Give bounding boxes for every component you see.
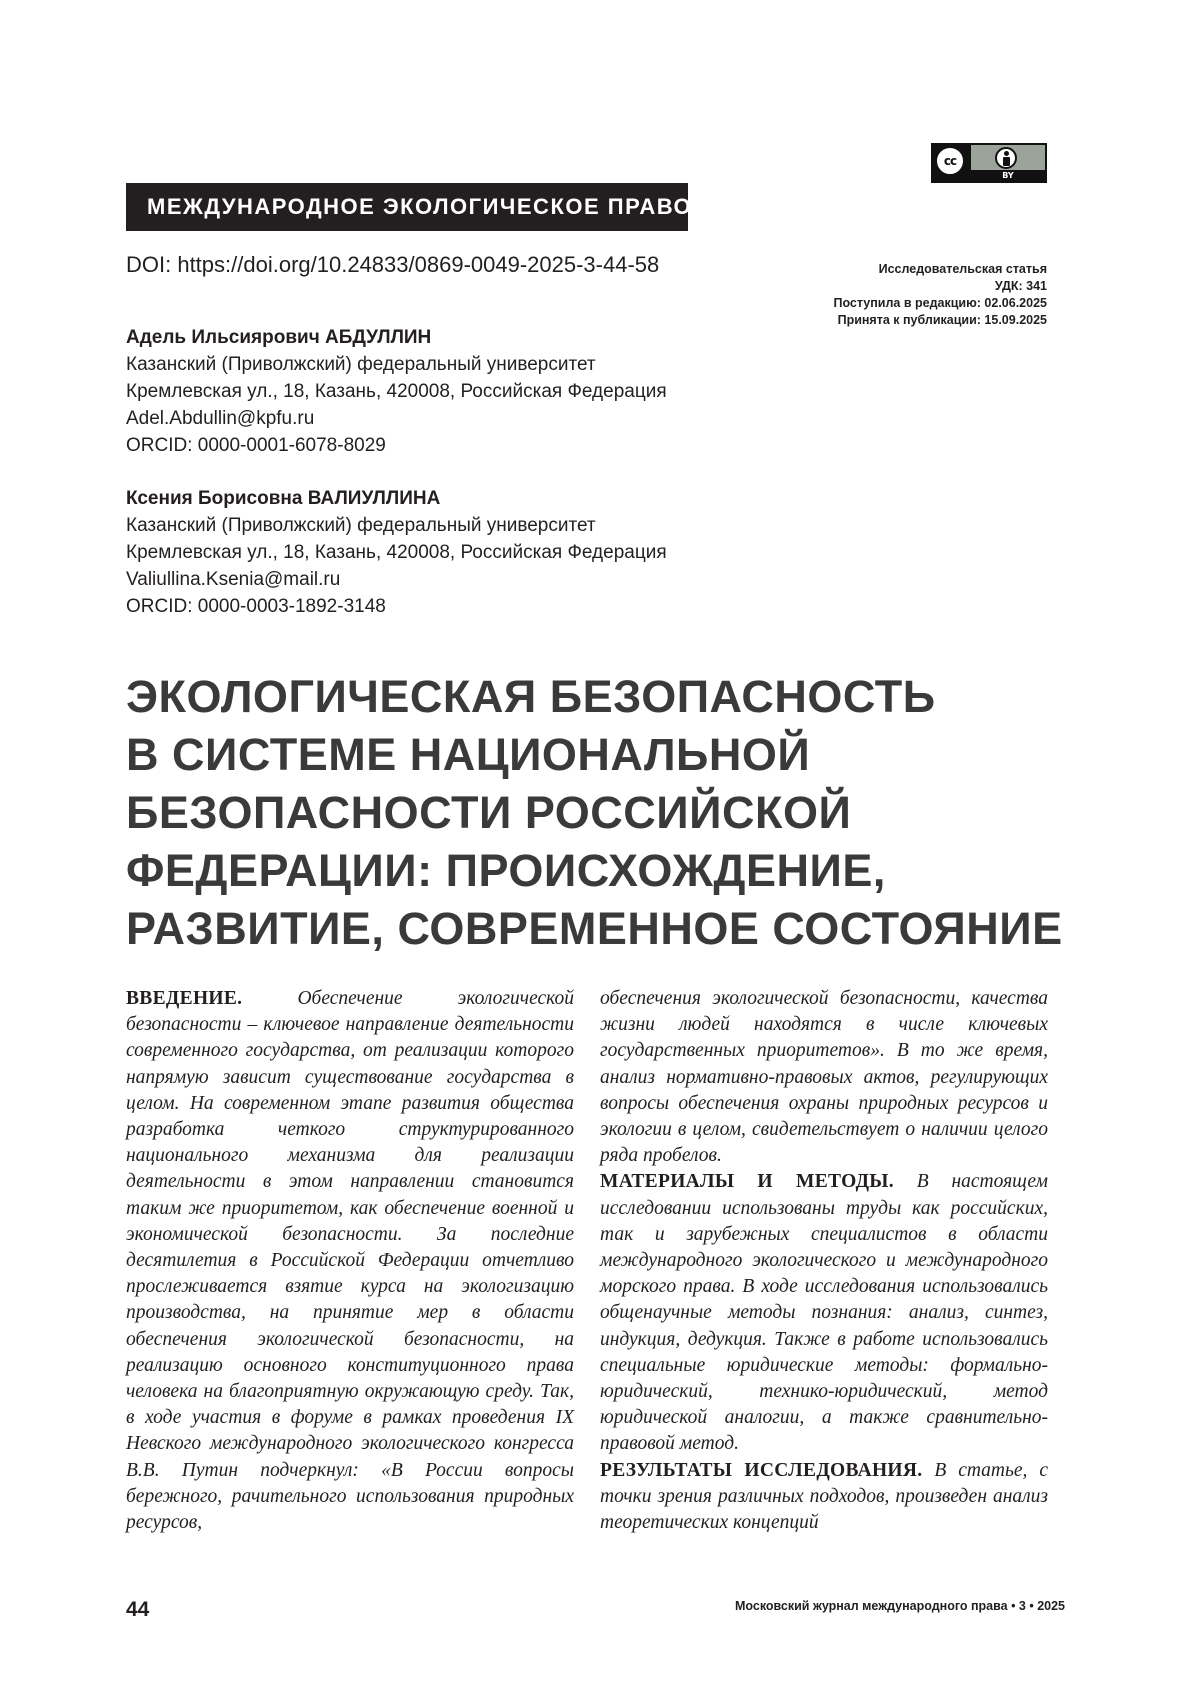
- cc-by-license-icon: [931, 143, 1047, 183]
- results-heading: РЕЗУЛЬТАТЫ ИССЛЕДОВАНИЯ.: [600, 1460, 922, 1481]
- author-address: Кремлевская ул., 18, Казань, 420008, Российская Федерация: [126, 539, 667, 566]
- intro-text: Обеспечение экологической безопасности – ключевое направление деятельности современного государства, от реализации которого напрямую зависит существование государства в целом. На современном этапе развития общества разработка четкого структурированного национального механизма для реализации деятельности в этом направлении становится таким же приоритетом, как обеспечение военной и экономической безопасности. За последние десятилетия в Российской Федерации отчетливо прослеживается взятие курса на экологизацию производства, на принятие мер в области обеспечения экологической безопасности, на реализацию основного конституционного права человека на благоприятную окружающую среду. Так, в ходе участия в форуме в рамках проведения IX Невского международного экологического конгресса В.В. Путин подчеркнул: «В России вопросы бережного, рачительного использования природных ресурсов,: [126, 988, 574, 1533]
- title-line: ФЕДЕРАЦИИ: ПРОИСХОЖДЕНИЕ,: [126, 842, 1056, 900]
- by-label: BY: [971, 170, 1045, 181]
- doi[interactable]: DOI: https://doi.org/10.24833/0869-0049-2025-3-44-58: [126, 252, 659, 278]
- author-name: Ксения Борисовна ВАЛИУЛЛИНА: [126, 485, 667, 512]
- article-meta: [833, 261, 1047, 329]
- author-block: [126, 485, 667, 620]
- author-block: [126, 324, 667, 459]
- title-line: БЕЗОПАСНОСТИ РОССИЙСКОЙ: [126, 784, 1056, 842]
- results-text: В статье, с точки зрения различных подходов, произведен анализ теоретических концепций: [600, 1460, 1048, 1533]
- methods-text: В настоящем исследовании использованы труды как российских, так и зарубежных специалистов в области международного экологического и международного морского права. В ходе исследования использовались общенаучные методы познания: анализ, синтез, индукция, дедукция. Также в работе использовались специальные юридические методы: формально-юридический, технико-юридический, метод юридической аналогии, а также сравнительно-правовой метод.: [600, 1171, 1048, 1454]
- article-type: Исследовательская статья: [833, 261, 1047, 278]
- author-address: Кремлевская ул., 18, Казань, 420008, Российская Федерация: [126, 378, 667, 405]
- intro-heading: ВВЕДЕНИЕ.: [126, 988, 242, 1009]
- author-affiliation: Казанский (Приволжский) федеральный университет: [126, 351, 667, 378]
- body-column-right: [600, 986, 1048, 1536]
- article-title: [126, 668, 1056, 958]
- body-column-left: [126, 986, 574, 1536]
- title-line: РАЗВИТИЕ, СОВРЕМЕННОЕ СОСТОЯНИЕ: [126, 900, 1056, 958]
- accepted-date: Принята к публикации: 15.09.2025: [833, 312, 1047, 329]
- author-email[interactable]: Valiullina.Ksenia@mail.ru: [126, 566, 667, 593]
- page-number: 44: [126, 1598, 149, 1622]
- author-name: Адель Ильсиярович АБДУЛЛИН: [126, 324, 667, 351]
- author-orcid[interactable]: ORCID: 0000-0001-6078-8029: [126, 432, 667, 459]
- udk: УДК: 341: [833, 278, 1047, 295]
- title-line: В СИСТЕМЕ НАЦИОНАЛЬНОЙ: [126, 726, 1056, 784]
- title-line: ЭКОЛОГИЧЕСКАЯ БЕЗОПАСНОСТЬ: [126, 668, 1056, 726]
- methods-heading: МАТЕРИАЛЫ И МЕТОДЫ.: [600, 1171, 894, 1192]
- cc-icon: cc: [937, 148, 963, 174]
- section-banner: МЕЖДУНАРОДНОЕ ЭКОЛОГИЧЕСКОЕ ПРАВО: [126, 183, 688, 231]
- author-email[interactable]: Adel.Abdullin@kpfu.ru: [126, 405, 667, 432]
- attribution-person-icon: [995, 147, 1017, 169]
- journal-footer: Московский журнал международного права • 3 • 2025: [735, 1599, 1065, 1613]
- received-date: Поступила в редакцию: 02.06.2025: [833, 295, 1047, 312]
- cc-block: [933, 145, 971, 181]
- author-affiliation: Казанский (Приволжский) федеральный университет: [126, 512, 667, 539]
- author-orcid[interactable]: ORCID: 0000-0003-1892-3148: [126, 593, 667, 620]
- intro-continuation: обеспечения экологической безопасности, качества жизни людей находятся в числе ключевых государственных приоритетов». В то же время, анализ нормативно-правовых актов, регулирующих вопросы обеспечения охраны природных ресурсов и экологии в целом, свидетельствует о наличии целого ряда пробелов.: [600, 988, 1048, 1166]
